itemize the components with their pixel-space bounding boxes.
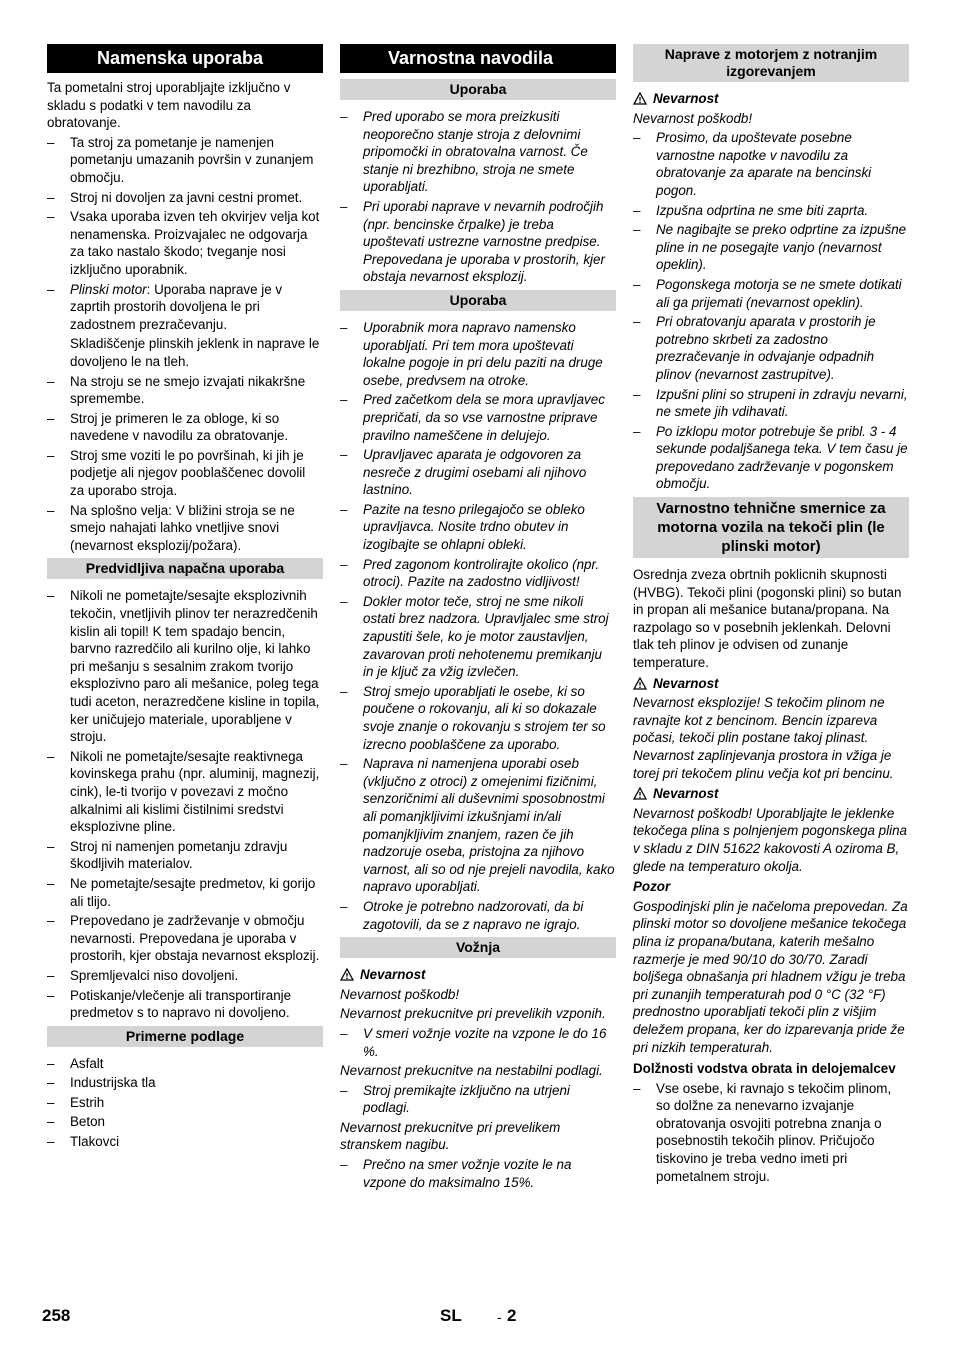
warning-text: Nevarnost xyxy=(360,967,426,983)
list-item: – Upravljavec aparata je odgovoren za nesreče z drugimi osebami ali njihovo lastnino. xyxy=(340,446,616,499)
column-1 xyxy=(47,44,323,1153)
list-item-label: Plinski motor xyxy=(70,281,147,297)
warning-triangle-icon xyxy=(633,92,647,105)
list-item: – Ne nagibajte se preko odprtine za izpušne pline in ne posegajte vanjo (nevarnost opeklin). xyxy=(633,221,909,274)
list-item: – Pogonskega motorja se ne smete dotikati ali ga prijemati (nevarnost opeklin). xyxy=(633,276,909,311)
paragraph: Nevarnost prekucnitve pri prevelikih vzponih. xyxy=(340,1006,606,1022)
paragraph: Gospodinjski plin je načeloma prepovedan. Za plinski motor so dovoljene mešanice tekočega plina iz propana/butana, katerih mešalno razmerje je med 90/10 do 30/70. Zaradi boljšega obnašanja pri hladnem vžigu je treba pri zunanjih temperaturah pod 0 °C (32 °F) prednostno uporabljati tekoči plin z višjim deležem propana, ker do izparevanja pride že pri nizkih temperaturah. xyxy=(633,898,908,1055)
bullet-list xyxy=(340,1156,616,1191)
paragraph: Nevarnost prekucnitve na nestabilni podlagi. xyxy=(340,1063,603,1079)
bullet-list xyxy=(633,1080,909,1186)
subsection-heading: Uporaba xyxy=(340,79,616,100)
list-item-text: : Uporaba naprave je v zaprtih prostorih dovoljena le pri zadostnem prezračevanju. xyxy=(70,281,283,332)
list-item: – Stroj ni dovoljen za javni cestni promet. xyxy=(47,189,323,207)
list-item: – V smeri vožnje vozite na vzpone le do 16 %. xyxy=(340,1025,616,1060)
bullet-list xyxy=(47,1055,323,1151)
bullet-list xyxy=(340,319,616,933)
list-item: – Ne pometajte/sesajte predmetov, ki gorijo ali tlijo. xyxy=(47,875,323,910)
subsection-heading: Vožnja xyxy=(340,937,616,958)
list-item: – Tlakovci xyxy=(47,1133,323,1151)
list-item: – Prosimo, da upoštevate posebne varnostne napotke v navodilu za obratovanje za aparate na bencinski pogon. xyxy=(633,129,909,199)
paragraph: Osrednja zveza obrtnih poklicnih skupnosti (HVBG). Tekoči plini (pogonski plini) so butan in propan ali mešanice butana/propana. Na razpolago so v posebnih jeklenkah. Delovni tlak teh plinov je odvisen od zunanje temperature. xyxy=(633,567,902,671)
list-item: – Stroj ni namenjen pometanju zdravju škodljivih materialov. xyxy=(47,838,323,873)
warning-text: Nevarnost xyxy=(653,91,719,106)
subheading: Dolžnosti vodstva obrata in delojemalcev xyxy=(633,1061,896,1077)
warning-text: Nevarnost xyxy=(653,675,719,691)
list-item: – Potiskanje/vlečenje ali transportiranje predmetov s to napravo ni dovoljeno. xyxy=(47,987,323,1022)
bullet-list xyxy=(633,129,909,493)
list-item: – Stroj premikajte izključno na utrjeni podlagi. xyxy=(340,1082,616,1117)
list-item: – Nikoli ne pometajte/sesajte eksplozivnih tekočin, vnetljivih plinov ter nerazredčenih kislin ali topil! K tem spadajo bencin, barvno razredčilo ali kurilno olje, ki lahko pri mešanju s sesalnim zrakom tvorijo eksplozivno paro ali mešanice, poleg tega tudi aceton, nerazredčene kisline in topila, ker uničujejo materiale, uporabljene v stroju. xyxy=(47,587,323,745)
sub-page-number: 2 xyxy=(507,1306,517,1325)
paragraph: Ta pometalni stroj uporabljajte izključno v skladu s podatki v tem navodilu za obratovanje. xyxy=(47,80,291,131)
list-item: – Spremljevalci niso dovoljeni. xyxy=(47,967,323,985)
section-heading: Varnostna navodila xyxy=(340,44,616,73)
list-item: – Asfalt xyxy=(47,1055,323,1073)
bullet-list xyxy=(47,587,323,1021)
list-item: – Pred začetkom dela se mora upravljavec prepričati, da so vse varnostne priprave pravilno nameščene in delujejo. xyxy=(340,391,616,444)
warning-label xyxy=(633,675,909,693)
bullet-list xyxy=(47,134,323,334)
list-item: – Stroj sme voziti le po površinah, ki jih je podjetje ali njegov pooblaščenec dovolil za uporabo stroja. xyxy=(47,447,323,500)
list-item: – Pazite na tesno prilegajočo se obleko upravljavca. Nosite trdno obutev in izogibajte se ohlapni obleki. xyxy=(340,501,616,554)
list-item: – Izpušni plini so strupeni in zdravju nevarni, ne smete jih vdihavati. xyxy=(633,386,909,421)
list-item: – Estrih xyxy=(47,1094,323,1112)
list-item: – Dokler motor teče, stroj ne sme nikoli ostati brez nadzora. Upravljalec sme stroj zapustiti šele, ko je motor zaustavljen, zavarovan proti nehotenemu premikanju in je ključ za vžig izvlečen. xyxy=(340,593,616,681)
paragraph: Nevarnost poškodb! xyxy=(340,986,460,1002)
list-item: – Pred zagonom kontrolirajte okolico (npr. otroci). Pazite na zadostno vidljivost! xyxy=(340,556,616,591)
list-item: – Nikoli ne pometajte/sesajte reaktivnega kovinskega prahu (npr. aluminij, magnezij, cink), le-ti tvorijo v povezavi z močno alkalnimi ali kislimi čistilnimi sredstvi eksplozivne pline. xyxy=(47,748,323,836)
language-code: SL xyxy=(440,1306,462,1325)
list-item xyxy=(47,281,323,334)
list-item: – Stroj je primeren le za obloge, ki so navedene v navodilu za obratovanje. xyxy=(47,410,323,445)
list-item: – Na stroju se ne smejo izvajati nikakršne spremembe. xyxy=(47,373,323,408)
list-item: – Vsaka uporaba izven teh okvirjev velja kot nenamenska. Proizvajalec ne odgovarja za tako nastalo škodo; tveganje nosi izključno uporabnik. xyxy=(47,208,323,278)
subsection-heading: Primerne podlage xyxy=(47,1026,323,1047)
section-heading: Namenska uporaba xyxy=(47,44,323,73)
indented-paragraph: Skladiščenje plinskih jeklenk in naprave le dovoljeno le na tleh. xyxy=(70,336,320,369)
list-item: – Naprava ni namenjena uporabi oseb (vključno z otroci) z omejenimi fizičnimi, senzoričnimi ali duševnimi sposobnostmi ali pomanjkljivimi izkušnjami in/ali pomanjkljivim znanjem, razen če jih nadzoruje oseba, pristojna za njihovo varnost, ali so od nje prejeli navodila, kako napravo uporabljati. xyxy=(340,755,616,896)
page-number: 258 xyxy=(42,1306,71,1325)
list-item: – Izpušna odprtina ne sme biti zaprta. xyxy=(633,202,909,220)
subsection-heading: Naprave z motorjem z notranjim izgorevanjem xyxy=(633,44,909,82)
list-item: – Stroj smejo uporabljati le osebe, ki so poučene o rokovanju, ali ki so dokazale svoje znanje o rokovanju s strojem ter so izrecno pooblaščene za uporabo. xyxy=(340,683,616,753)
subsection-heading: Predvidljiva napačna uporaba xyxy=(47,558,323,579)
list-item: – Pri uporabi naprave v nevarnih področjih (npr. bencinske črpalke) je treba upoštevati ustrezne varnostne predpise. Prepovedana je uporaba v prostorih, kjer obstaja nevarnost eksplozij. xyxy=(340,198,616,286)
subsection-heading: Uporaba xyxy=(340,290,616,311)
list-item: – Pri obratovanju aparata v prostorih je potrebno skrbeti za zadostno prezračevanje in odvajanje odpadnih plinov (nevarnost zastrupitve). xyxy=(633,313,909,383)
footer-separator: - xyxy=(497,1309,502,1325)
bullet-list xyxy=(340,108,616,286)
bullet-list xyxy=(340,1082,616,1117)
paragraph: Nevarnost prekucnitve pri prevelikem stranskem nagibu. xyxy=(340,1119,561,1153)
bullet-list xyxy=(47,373,323,555)
warning-triangle-icon xyxy=(633,677,647,690)
warning-triangle-icon xyxy=(633,787,647,800)
bullet-list xyxy=(340,1025,616,1060)
warning-triangle-icon xyxy=(340,968,354,981)
warning-label xyxy=(633,90,909,108)
list-item: – Ta stroj za pometanje je namenjen pometanju umazanih površin v zunanjem območju. xyxy=(47,134,323,187)
paragraph: Nevarnost poškodb! xyxy=(633,110,753,126)
list-item: – Na splošno velja: V bližini stroja se ne smejo nahajati lahko vnetljive snovi (nevarnost eksplozij/požara). xyxy=(47,502,323,555)
paragraph: Nevarnost eksplozije! S tekočim plinom ne ravnajte kot z bencinom. Bencin izpareva počasi, tekoči plin postane takoj plinast. Nevarnost zaplinjevanja prostora in vžiga je torej pri tekočem plinu večja kot pri bencinu. xyxy=(633,695,894,781)
warning-label xyxy=(633,785,909,803)
list-item: – Uporabnik mora napravo namensko uporabljati. Pri tem mora upoštevati lokalne pogoje in pri delu paziti na druge osebe, predvsem na otroke. xyxy=(340,319,616,389)
warning-label xyxy=(340,966,616,984)
list-item: – Pred uporabo se mora preizkusiti neoporečno stanje stroja z delovnimi pripomočki in obratovalna varnost. Če stanje ni brezhibno, stroja ne smete uporabljati. xyxy=(340,108,616,196)
list-item: – Otroke je potrebno nadzorovati, da bi zagotovili, da se z napravo ne igrajo. xyxy=(340,898,616,933)
list-item: – Prečno na smer vožnje vozite le na vzpone do maksimalno 15%. xyxy=(340,1156,616,1191)
paragraph: Nevarnost poškodb! Uporabljajte le jeklenke tekočega plina s polnjenjem pogonskega plina v skladu z DIN 51622 kakovosti A oziroma B, glede na temperaturo okolja. xyxy=(633,805,907,874)
column-2 xyxy=(340,44,616,1193)
list-item: – Prepovedano je zadrževanje v območju nevarnosti. Prepovedana je uporaba v prostorih, kjer obstaja nevarnost eksplozij. xyxy=(47,912,323,965)
list-item: – Industrijska tla xyxy=(47,1074,323,1092)
column-3 xyxy=(633,44,909,1187)
list-item: – Vse osebe, ki ravnajo s tekočim plinom, so dolžne za nenevarno izvajanje obratovanja osvojiti potrebna znanja o posebnostih tekočih plinov. Pričujočo tiskovino je treba vedno imeti pri pometalnem stroju. xyxy=(633,1080,909,1186)
list-item: – Beton xyxy=(47,1113,323,1131)
subsection-heading: Varnostno tehnične smernice za motorna vozila na tekoči plin (le plinski motor) xyxy=(633,497,909,558)
warning-text: Nevarnost xyxy=(653,786,719,802)
list-item: – Po izklopu motor potrebuje še pribl. 3 - 4 sekunde podaljšanega teka. V tem času je prepovedano zadrževanje v pogonskem območju. xyxy=(633,423,909,493)
caution-label: Pozor xyxy=(633,879,671,895)
